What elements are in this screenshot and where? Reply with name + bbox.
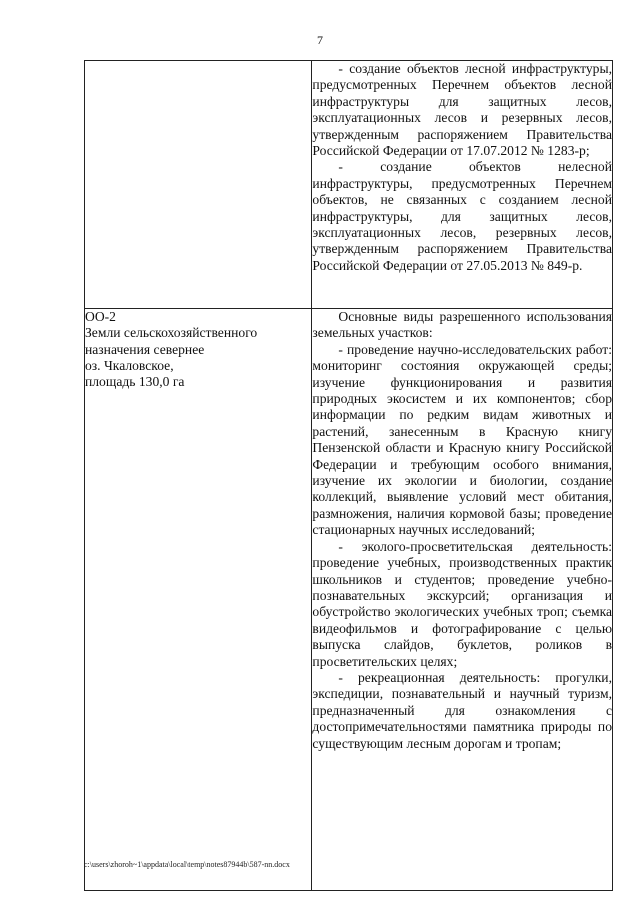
permitted-use-cell <box>312 309 613 891</box>
zone-area: площадь 130,0 га <box>85 374 185 390</box>
zone-location: оз. Чкаловское, <box>85 357 174 373</box>
zone-table <box>84 60 613 891</box>
paragraph: - создание объектов нелесной инфраструктуры, предусмотренных Перечнем объектов, не связанных с созданием лесной инфраструктуры, для защитных лесов, эксплуатационных лесов, резервных лесов, утвержденным распоряжением Правительства Российской Федерации от 27.05.2013 № 849-р. <box>312 159 612 273</box>
permitted-use-cell <box>312 61 613 309</box>
paragraph: Основные виды разрешенного использования земельных участков: <box>312 309 612 341</box>
zone-name-cell <box>85 61 312 309</box>
zone-name-cell <box>85 309 312 891</box>
table-row <box>85 61 613 309</box>
footer-file-path: c:\users\zhoroh~1\appdata\local\temp\notes87944b\587-nn.docx <box>84 860 290 869</box>
paragraph: - проведение научно-исследовательских работ: мониторинг состояния окружающей среды; изучение функционирования и развития природных экосистем и их компонентов; сбор информации по редким видам животных и растений, занесенным в Красную книгу Пензенской области и Красную книгу Российской Федерации и требующим особого внимания, изучение их экологии и биологии, создание коллекций, выявление условий мест обитания, размножения, наличия кормовой базы; проведение стационарных научных исследований; <box>312 341 612 538</box>
zone-code: ОО-2 <box>85 309 116 324</box>
paragraph: - рекреационная деятельность: прогулки, экспедиции, познавательный и научный туризм, предназначенный для ознакомления с достопримечательностями памятника природы по существующим лесным дорогам и тропам; <box>312 669 612 751</box>
zone-description: Земли сельскохозяйственного назначения севернее <box>85 325 258 357</box>
paragraph: - эколого-просветительская деятельность: проведение учебных, производственных практик школьников и студентов; проведение учебно-познавательных экскурсий; организация и обустройство экологических учебных троп; съемка видеофильмов и фотографирование с целью выпуска слайдов, буклетов, роликов в просветительских целях; <box>312 538 612 669</box>
paragraph: - создание объектов лесной инфраструктуры, предусмотренных Перечнем объектов лесной инфраструктуры для защитных лесов, эксплуатационных лесов и резервных лесов, утвержденным распоряжением Правительства Российской Федерации от 17.07.2012 № 1283-р; <box>312 61 612 159</box>
table-row <box>85 309 613 891</box>
page-number: 7 <box>317 33 323 47</box>
